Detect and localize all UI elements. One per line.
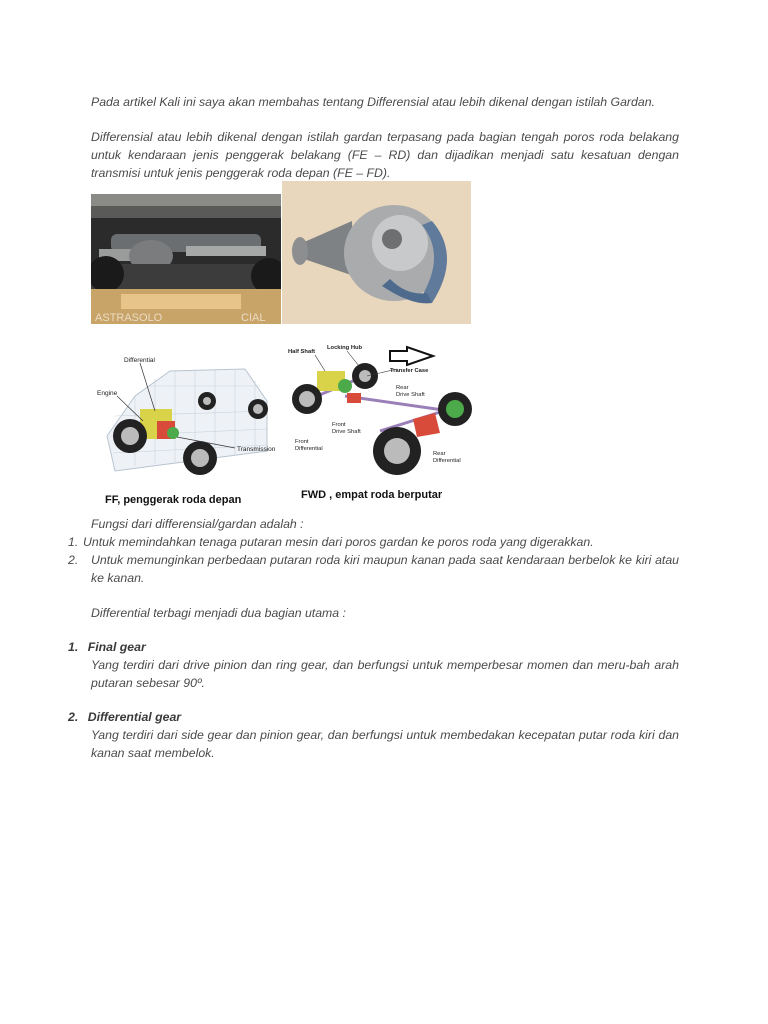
label-locking-hub: Locking Hub (327, 345, 363, 351)
caption-ff: FF, penggerak roda depan (105, 494, 242, 506)
part-heading-1 (68, 638, 146, 656)
label-rear-differential-1: Rear (433, 451, 446, 457)
caption-fwd: FWD , empat roda berputar (301, 489, 443, 501)
photo-vehicle-underside (91, 194, 281, 324)
label-rear-drive-shaft-1: Rear (396, 385, 409, 391)
parts-intro: Differential terbagi menjadi dua bagian utama : (91, 606, 346, 620)
label-front-drive-shaft-1: Front (332, 422, 346, 428)
part-heading-2 (68, 708, 181, 726)
label-front-differential-2: Differential (295, 446, 323, 452)
label-half-shaft: Half Shaft (288, 349, 316, 355)
diagram-fwd-four-wheel (285, 341, 475, 512)
photo-watermark: ASTRASOLO (95, 312, 163, 324)
list-item (68, 533, 679, 551)
part-title: Differential gear (87, 710, 182, 724)
list-item-text: Untuk memunginkan perbedaan putaran roda kiri maupun kanan pada saat kendaraan berbelok ke kiri atau ke kanan. (91, 553, 679, 585)
diagram-ff-front-drive (95, 341, 275, 512)
label-engine: Engine (97, 390, 118, 397)
paragraph-differensial: Differensial atau lebih dikenal dengan istilah gardan terpasang pada bagian tengah poros roda belakang untuk kendaraan jenis penggerak belakang (FE – RD) dan dijadikan menjadi satu kesatuan dengan transmisi untuk jenis penggerak roda depan (FE – FD). (91, 130, 679, 180)
label-transfer-case: Transfer Case (390, 368, 429, 374)
label-transmission: Transmission (237, 446, 275, 453)
list-item-number: 2. (68, 553, 79, 567)
part-title: Final gear (87, 640, 146, 654)
intro-paragraph: Pada artikel Kali ini saya akan membahas tentang Differensial atau lebih dikenal dengan istilah Gardan. (91, 95, 655, 109)
part-number: 1. (68, 640, 79, 654)
photo-differential-housing (282, 181, 471, 324)
part-description-2: Yang terdiri dari side gear dan pinion gear, dan berfungsi untuk membedakan kecepatan putar roda kiri dan kanan saat membelok. (91, 728, 679, 760)
part-description-1: Yang terdiri dari drive pinion dan ring gear, dan berfungsi untuk memperbesar momen dan meru-bah arah putaran sebesar 90º. (91, 658, 679, 690)
label-front-drive-shaft-2: Drive Shaft (332, 429, 361, 435)
list-item (68, 551, 679, 587)
functions-intro: Fungsi dari differensial/gardan adalah : (91, 517, 304, 531)
list-item-number: 1. (68, 535, 79, 549)
label-differential: Differential (124, 357, 155, 364)
label-front-differential-1: Front (295, 439, 309, 445)
label-rear-differential-2: Differential (433, 458, 461, 464)
list-item-text: Untuk memindahkan tenaga putaran mesin dari poros gardan ke poros roda yang digerakkan. (83, 535, 594, 549)
photo-watermark-2: CIAL (241, 312, 266, 324)
label-rear-drive-shaft-2: Drive Shaft (396, 392, 425, 398)
part-number: 2. (68, 710, 79, 724)
